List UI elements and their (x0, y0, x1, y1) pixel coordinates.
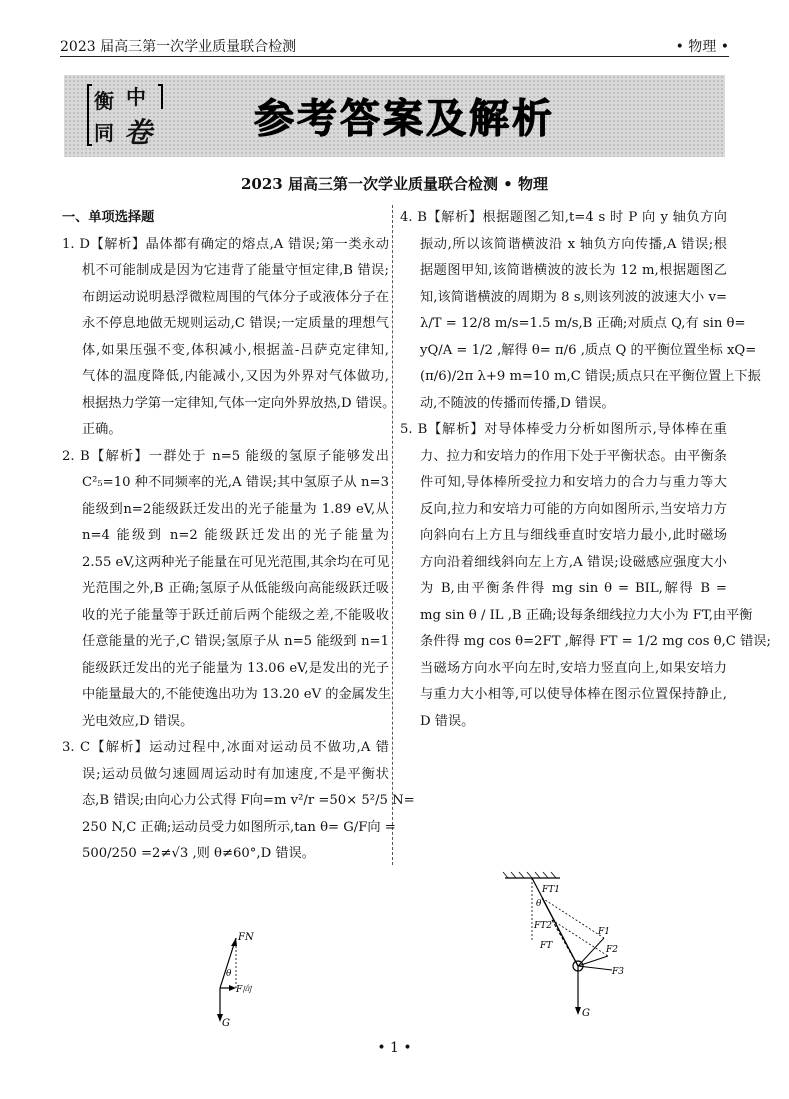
text-line: 与重力大小相等,可以使导体棒在图示位置保持静止, (420, 687, 727, 702)
arrow-head-icon (575, 1007, 581, 1015)
text-line: 能级到n=2能级跃迁发出的光子能量为 1.89 eV,从 (82, 501, 389, 517)
text-line: 向斜向右上方且与细线垂直时安培力最小,此时磁场 (420, 528, 727, 543)
text-line: 500/250 =2≠√3 ,则 θ≠60°,D 错误。 (82, 846, 315, 861)
text-line: 据题图甲知,该简谐横波的波长为 12 m,根据题图乙 (420, 263, 727, 278)
text-line: 永不停息地做无规则运动,C 错误;一定质量的理想气 (82, 316, 389, 331)
right-column (400, 205, 771, 735)
label-ft1: FT1 (542, 885, 560, 895)
tension-arrow-2 (552, 920, 578, 966)
text-line: 一、单项选择题 (62, 210, 155, 225)
text-line: 体,如果压强不变,体积减小,根据盖-吕萨克定律知, (82, 342, 389, 358)
text-line: 动,不随波的传播而传播,D 错误。 (420, 395, 615, 411)
label-f2: F2 (606, 945, 618, 955)
text-line: 2. B【解析】一群处于 n=5 能级的氢原子能够发出 (62, 448, 389, 464)
running-header (60, 34, 729, 57)
text-line: C²₅=10 种不同频率的光,A 错误;其中氢原子从 n=3 (82, 475, 389, 490)
text-line: mg sin θ / IL ,B 正确;设每条细线拉力大小为 FT,由平衡 (420, 607, 753, 623)
text-line: 振动,所以该简谐横波沿 x 轴负方向传播,A 错误;根 (420, 236, 727, 252)
arrow-head-icon (229, 985, 236, 991)
text-line: 当磁场方向水平向左时,安培力竖直向上,如果安培力 (420, 660, 727, 676)
text-line: 反向,拉力和安培力可能的方向如图所示,当安培力方 (420, 501, 727, 517)
text-line: 知,该简谐横波的周期为 8 s,则该列波的波速大小 v= (420, 289, 727, 305)
label-f3: F3 (612, 967, 624, 977)
logo (86, 79, 164, 151)
page-number: • 1 • (377, 1040, 412, 1056)
header-subject: • 物理 • (675, 39, 729, 55)
label-f-centripetal: F向 (236, 985, 252, 995)
text-line: 光电效应,D 错误。 (82, 713, 194, 729)
text-line: 根据热力学第一定律知,气体一定向外界放热,D 错误。 (82, 395, 396, 411)
label-ft: FT (540, 941, 553, 951)
text-line: 250 N,C 正确;运动员受力如图所示,tan θ= G/F向 = (82, 819, 396, 835)
text-line: 4. B【解析】根据题图乙知,t=4 s 时 P 向 y 轴负方向 (400, 210, 727, 225)
text-line: D 错误。 (420, 713, 475, 729)
skater-force-diagram (200, 928, 270, 1028)
banner-title: 参考答案及解析 (254, 96, 555, 142)
logo-char-2: 中 (126, 85, 146, 109)
text-line: yQ/A = 1/2 ,解得 θ= π/6 ,质点 Q 的平衡位置坐标 xQ= (420, 342, 757, 358)
text-line: 光范围之外,B 正确;氢原子从低能级向高能级跃迁吸 (82, 581, 389, 596)
rod-force-diagram (500, 870, 640, 1020)
column-divider (392, 205, 393, 865)
text-line: 正确。 (82, 422, 122, 437)
text-line: 气体的温度降低,内能减小,又因为外界对气体做功, (82, 369, 389, 384)
text-line: 3. C【解析】运动过程中,冰面对运动员不做功,A 错 (62, 740, 389, 755)
text-line: 为 B,由平衡条件得 mg sin θ = BIL,解得 B = (420, 581, 727, 596)
label-f1: F1 (598, 927, 610, 937)
answer-banner (64, 75, 725, 157)
label-theta: θ (226, 969, 232, 979)
text-line: n=4 能级到 n=2 能级跃迁发出的光子能量为 (82, 528, 389, 543)
left-column (62, 205, 415, 868)
text-line: (π/6)/2π λ+9 m=10 m,C 错误;质点只在平衡位置上下振 (420, 369, 761, 384)
label-fn: FN (238, 932, 254, 943)
logo-char-3: 同 (94, 121, 114, 145)
text-line: 能级跃迁发出的光子能量为 13.06 eV,是发出的光子 (82, 660, 389, 676)
dashed-guide (552, 920, 608, 956)
text-line: 布朗运动说明悬浮微粒周围的气体分子或液体分子在 (82, 289, 389, 305)
text-line: 方向沿着细线斜向左上方,A 错误;设磁感应强度大小 (420, 554, 727, 570)
text-line: 件可知,导体棒所受拉力和安培力的合力与重力等大 (420, 475, 727, 490)
document-title: 2023 届高三第一次学业质量联合检测 • 物理 (240, 175, 548, 193)
text-line: 力、拉力和安培力的作用下处于平衡状态。由平衡条 (420, 448, 727, 464)
label-ft2: FT2 (534, 921, 552, 931)
text-line: 条件得 mg cos θ=2FT ,解得 FT = 1/2 mg cos θ,C 错误; (420, 634, 771, 649)
text-line: 1. D【解析】晶体都有确定的熔点,A 错误;第一类永动 (62, 236, 389, 252)
text-line: 5. B【解析】对导体棒受力分析如图所示,导体棒在重 (400, 422, 727, 437)
label-g: G (582, 1008, 590, 1019)
text-line: λ/T = 12/8 m/s=1.5 m/s,B 正确;对质点 Q,有 sin θ= (420, 316, 746, 331)
label-g: G (222, 1018, 230, 1029)
text-line: 任意能量的光子,C 错误;氢原子从 n=5 能级到 n=1 (82, 634, 389, 649)
text-line: 收的光子能量等于跃迁前后两个能级之差,不能吸收 (82, 607, 389, 623)
text-line: 误;运动员做匀速圆周运动时有加速度,不是平衡状 (82, 766, 389, 782)
logo-char-4: 卷 (124, 116, 153, 149)
logo-char-1: 衡 (94, 89, 114, 113)
text-line: 机不可能制成是因为它违背了能量守恒定律,B 错误; (82, 263, 389, 278)
text-line: 态,B 错误;由向心力公式得 F向=m v²/r =50× 5²/5 N= (82, 793, 415, 808)
text-line: 2.55 eV,这两种光子能量在可见光范围,其余均在可见 (82, 554, 390, 570)
header-exam-name: 2023 届高三第一次学业质量联合检测 (60, 39, 297, 55)
text-line: 中能量最大的,不能使逸出功为 13.20 eV 的金属发生 (82, 687, 392, 702)
dashed-guide (542, 898, 604, 938)
label-theta: θ (536, 899, 542, 909)
